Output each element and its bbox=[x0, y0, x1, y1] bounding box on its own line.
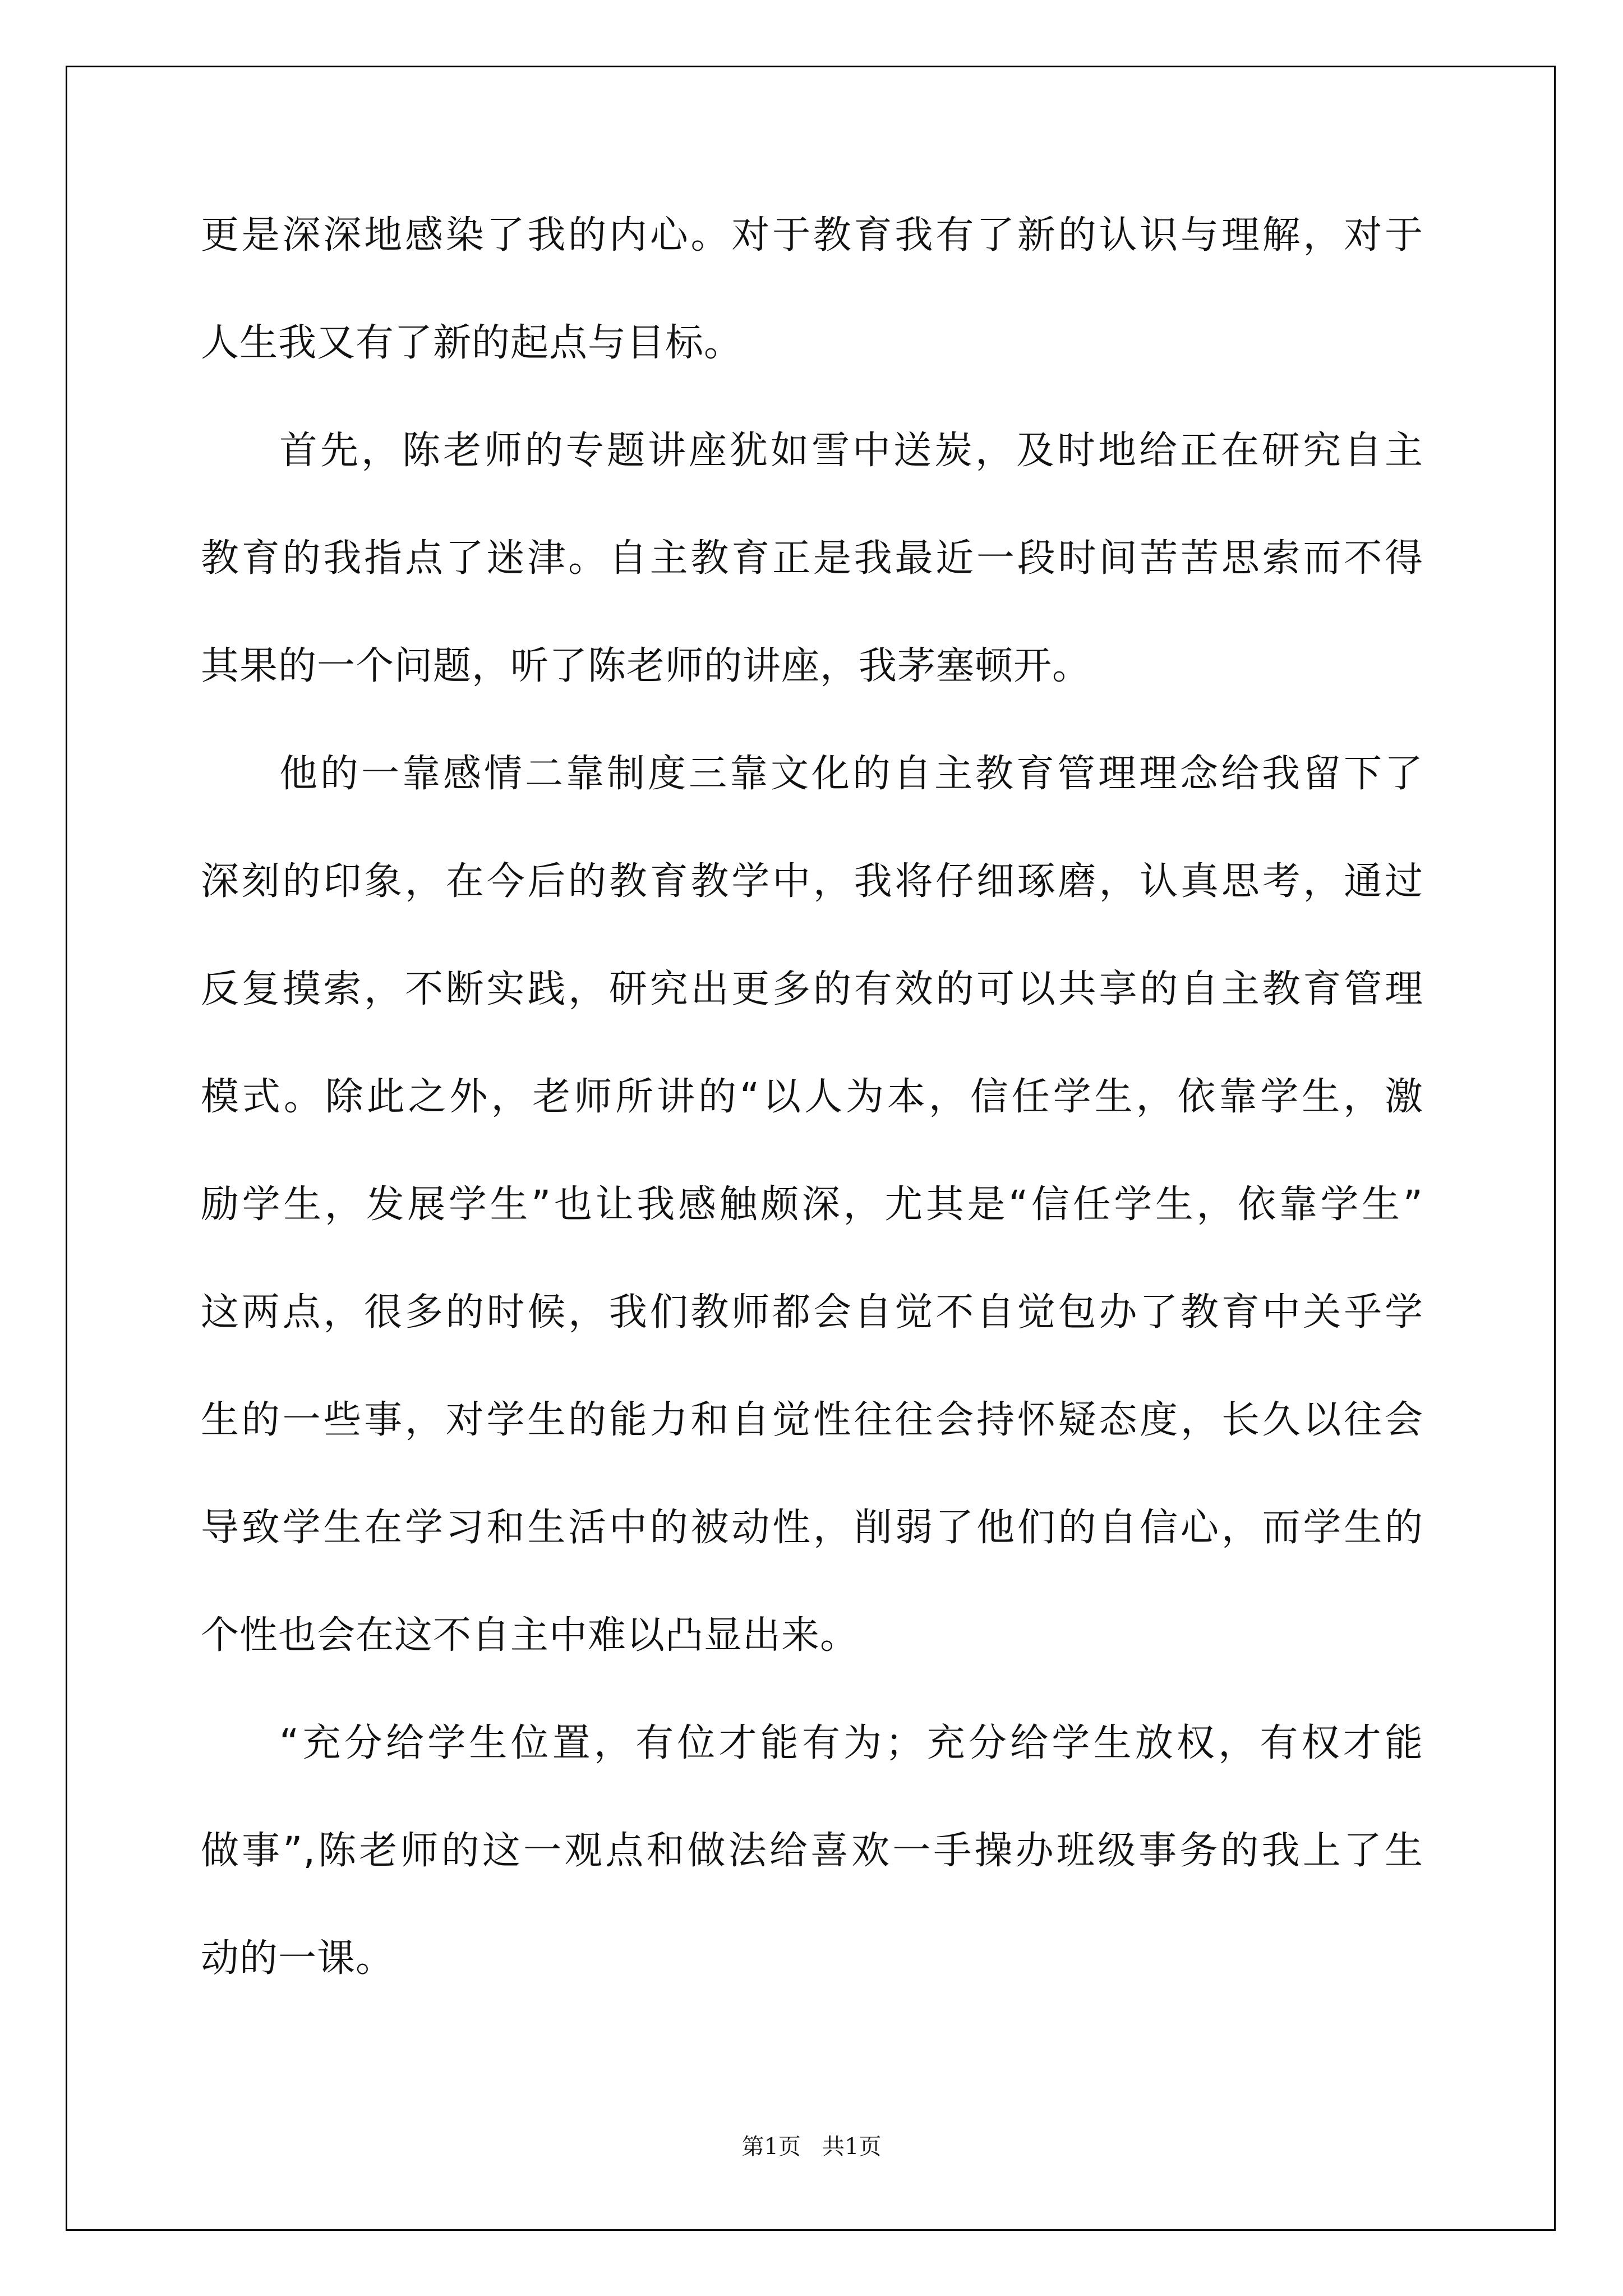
text-line: 导致学生在学习和生活中的被动性，削弱了他们的自信心，而学生的 bbox=[201, 1506, 1423, 1550]
text-line: 教育的我指点了迷津。自主教育正是我最近一段时间苦苦思索而不得 bbox=[201, 536, 1423, 581]
text-line: 动的一课。 bbox=[201, 1936, 395, 1981]
text-line: 更是深深地感染了我的内心。对于教育我有了新的认识与理解，对于 bbox=[201, 213, 1423, 257]
text-line: 他的一靠感情二靠制度三靠文化的自主教育管理理念给我留下了 bbox=[279, 752, 1423, 796]
text-line: 其果的一个问题，听了陈老师的讲座，我茅塞顿开。 bbox=[201, 644, 1091, 688]
text-line: 这两点，很多的时候，我们教师都会自觉不自觉包办了教育中关乎学 bbox=[201, 1290, 1423, 1335]
text-line: 做事”,陈老师的这一观点和做法给喜欢一手操办班级事务的我上了生 bbox=[201, 1829, 1423, 1873]
text-line: 反复摸索，不断实践，研究出更多的有效的可以共享的自主教育管理 bbox=[201, 967, 1423, 1011]
text-line: 模式。除此之外，老师所讲的“以人为本，信任学生，依靠学生，激 bbox=[201, 1075, 1423, 1119]
page-number-footer: 第1页 共1页 bbox=[741, 2134, 882, 2160]
document-body bbox=[201, 209, 1423, 2040]
text-line: 首先，陈老师的专题讲座犹如雪中送炭，及时地给正在研究自主 bbox=[279, 429, 1423, 473]
text-line: 人生我又有了新的起点与目标。 bbox=[201, 321, 743, 365]
text-line: 个性也会在这不自主中难以凸显出来。 bbox=[201, 1613, 859, 1658]
text-line: 励学生，发展学生”也让我感触颇深，尤其是“信任学生，依靠学生” bbox=[201, 1182, 1423, 1227]
text-line: “充分给学生位置，有位才能有为；充分给学生放权，有权才能 bbox=[279, 1721, 1423, 1765]
text-line: 生的一些事，对学生的能力和自觉性往往会持怀疑态度，长久以往会 bbox=[201, 1398, 1423, 1442]
text-line: 深刻的印象，在今后的教育教学中，我将仔细琢磨，认真思考，通过 bbox=[201, 859, 1423, 904]
